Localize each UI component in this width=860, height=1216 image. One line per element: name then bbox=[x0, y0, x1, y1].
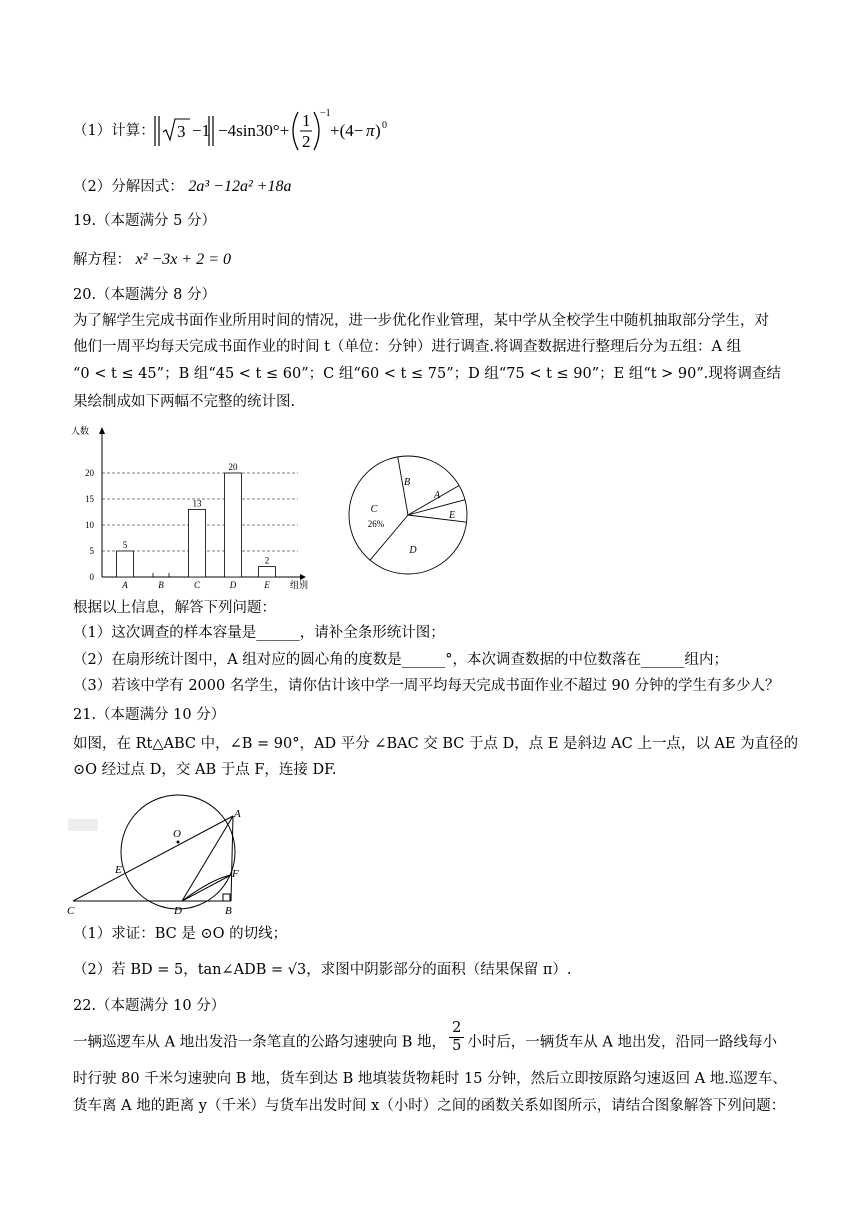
q20-para-3: “0 < t ≤ 45”；B 组“45 < t ≤ 60”；C 组“60 < t ≤ 75”；D 组“75 < t ≤ 90”；E 组“t > 90”.现将调查结 bbox=[73, 366, 781, 382]
q20-para-4: 果绘制成如下两幅不完整的统计图. bbox=[73, 394, 296, 410]
bar-A bbox=[117, 551, 134, 577]
label-F: F bbox=[232, 868, 239, 880]
label-C: C bbox=[67, 905, 75, 917]
q18-2-expr: 2a³ −12a² +18a bbox=[188, 178, 292, 195]
q21-sub-2: （2）若 BD = 5，tan∠ADB = √3，求图中阴影部分的面积（结果保留 π）. bbox=[73, 962, 572, 978]
label-D: D bbox=[174, 905, 182, 917]
svg-text:−1: −1 bbox=[320, 108, 331, 119]
label-O: O bbox=[173, 828, 181, 840]
svg-text:−1: −1 bbox=[192, 121, 211, 140]
pie-percent-C: 26% bbox=[367, 519, 385, 529]
svg-text:−4sin30°+: −4sin30°+ bbox=[218, 121, 290, 140]
q21-para-1: 如图，在 Rt△ABC 中，∠B = 90°，AD 平分 ∠BAC 交 BC 于点 D，点 E 是斜边 AC 上一点，以 AE 为直径的 bbox=[73, 736, 799, 752]
q18-1-formula bbox=[152, 102, 412, 160]
fraction-2-5 bbox=[449, 1020, 464, 1055]
q22-para-2: 时行驶 80 千米匀速驶向 B 地，货车到达 B 地填装货物耗时 15 分钟，然后立即按原路匀速返回 A 地.巡逻车、 bbox=[73, 1071, 787, 1087]
q21-para-2: ⊙O 经过点 D，交 AB 于点 F，连接 DF. bbox=[73, 762, 337, 778]
x-tick-label: B bbox=[158, 580, 164, 590]
data-label-E: 2 bbox=[264, 555, 270, 566]
label-E: E bbox=[115, 864, 122, 876]
x-tick-label: C bbox=[193, 580, 201, 590]
q20-after: 根据以上信息，解答下列问题： bbox=[73, 600, 276, 616]
bar-D bbox=[225, 473, 242, 577]
pie-label-B: B bbox=[403, 477, 411, 488]
q22-para-1 bbox=[73, 1020, 777, 1055]
x-axis-label: 组别 bbox=[290, 580, 309, 590]
q21-sub-1: （1）求证：BC 是 ⊙O 的切线； bbox=[73, 926, 288, 942]
bar-C bbox=[189, 509, 206, 577]
q19-body bbox=[73, 250, 231, 270]
pie-label-A: A bbox=[433, 490, 441, 501]
q22-title: 22.（本题满分 10 分） bbox=[73, 998, 226, 1014]
x-tick-label: A bbox=[122, 580, 128, 590]
q22-para-1b: 小时后，一辆货车从 A 地出发，沿同一路线每小 bbox=[467, 1034, 777, 1051]
svg-text:1: 1 bbox=[302, 111, 311, 130]
q20-para-1: 为了解学生完成书面作业所用时间的情况，进一步优化作业管理，某中学从全校学生中随机抽取部分学生，对 bbox=[73, 313, 769, 329]
frac-den: 5 bbox=[452, 1038, 462, 1054]
x-tick-label: D bbox=[229, 580, 237, 590]
svg-text:0: 0 bbox=[382, 120, 387, 131]
y-tick-label: 5 bbox=[89, 546, 94, 556]
q20-sub-2: （2）在扇形统计图中，A 组对应的圆心角的度数是______°，本次调查数据的中位数落在______组内； bbox=[73, 652, 729, 668]
frac-num: 2 bbox=[449, 1020, 464, 1038]
q21-title: 21.（本题满分 10 分） bbox=[73, 707, 226, 723]
pie-label-E: E bbox=[448, 510, 456, 521]
y-tick-label: 10 bbox=[85, 520, 94, 530]
svg-text:2: 2 bbox=[302, 132, 311, 151]
label-B: B bbox=[225, 905, 232, 917]
label-A: A bbox=[234, 808, 241, 820]
q18-1 bbox=[73, 121, 155, 141]
q20-sub-1: （1）这次调查的样本容量是______，请补全条形统计图； bbox=[73, 625, 445, 641]
y-axis-arrow bbox=[99, 427, 105, 434]
y-tick-label: 15 bbox=[85, 494, 94, 504]
q22-para-3: 货车离 A 地的距离 y（千米）与货车出发时间 x（小时）之间的函数关系如图所示，请结合图象解答下列问题： bbox=[73, 1098, 786, 1114]
svg-text:π: π bbox=[366, 121, 375, 140]
q20-para-2: 他们一周平均每天完成书面作业的时间 t（单位：分钟）进行调查.将调查数据进行整理后分为五组：A 组 bbox=[73, 339, 742, 355]
bar-E bbox=[259, 567, 276, 577]
y-axis-label: 人数 bbox=[71, 426, 90, 436]
pie-label-C: C bbox=[370, 504, 378, 515]
q19-expr: x² −3x + 2 = 0 bbox=[135, 251, 231, 268]
svg-text:+(4−: +(4− bbox=[330, 121, 364, 140]
y-tick-label: 20 bbox=[85, 468, 94, 478]
bar-chart bbox=[68, 418, 318, 593]
q22-para-1a: 一辆巡逻车从 A 地出发沿一条笔直的公路匀速驶向 B 地， bbox=[73, 1034, 447, 1051]
data-label-D: 20 bbox=[228, 462, 238, 472]
geometry-figure-21 bbox=[62, 793, 262, 918]
pie-chart bbox=[343, 448, 473, 578]
x-tick-label: E bbox=[264, 580, 270, 590]
data-label-A: 5 bbox=[122, 540, 128, 550]
q19-title: 19.（本题满分 5 分） bbox=[73, 213, 217, 229]
q18-2 bbox=[73, 177, 292, 197]
pie-label-D: D bbox=[409, 545, 417, 556]
data-label-C: 13 bbox=[192, 498, 202, 509]
y-tick-label: 0 bbox=[89, 572, 94, 582]
q19-label: 解方程： bbox=[73, 252, 131, 268]
q18-2-label: （2）分解因式： bbox=[73, 179, 184, 195]
q20-sub-3: （3）若该中学有 2000 名学生，请你估计该中学一周平均每天完成书面作业不超过 90 分钟的学生有多少人？ bbox=[73, 678, 780, 694]
q20-title: 20.（本题满分 8 分） bbox=[73, 287, 217, 303]
q18-1-label: （1）计算： bbox=[73, 123, 155, 139]
svg-text:): ) bbox=[375, 121, 381, 140]
svg-text:3: 3 bbox=[177, 122, 186, 141]
